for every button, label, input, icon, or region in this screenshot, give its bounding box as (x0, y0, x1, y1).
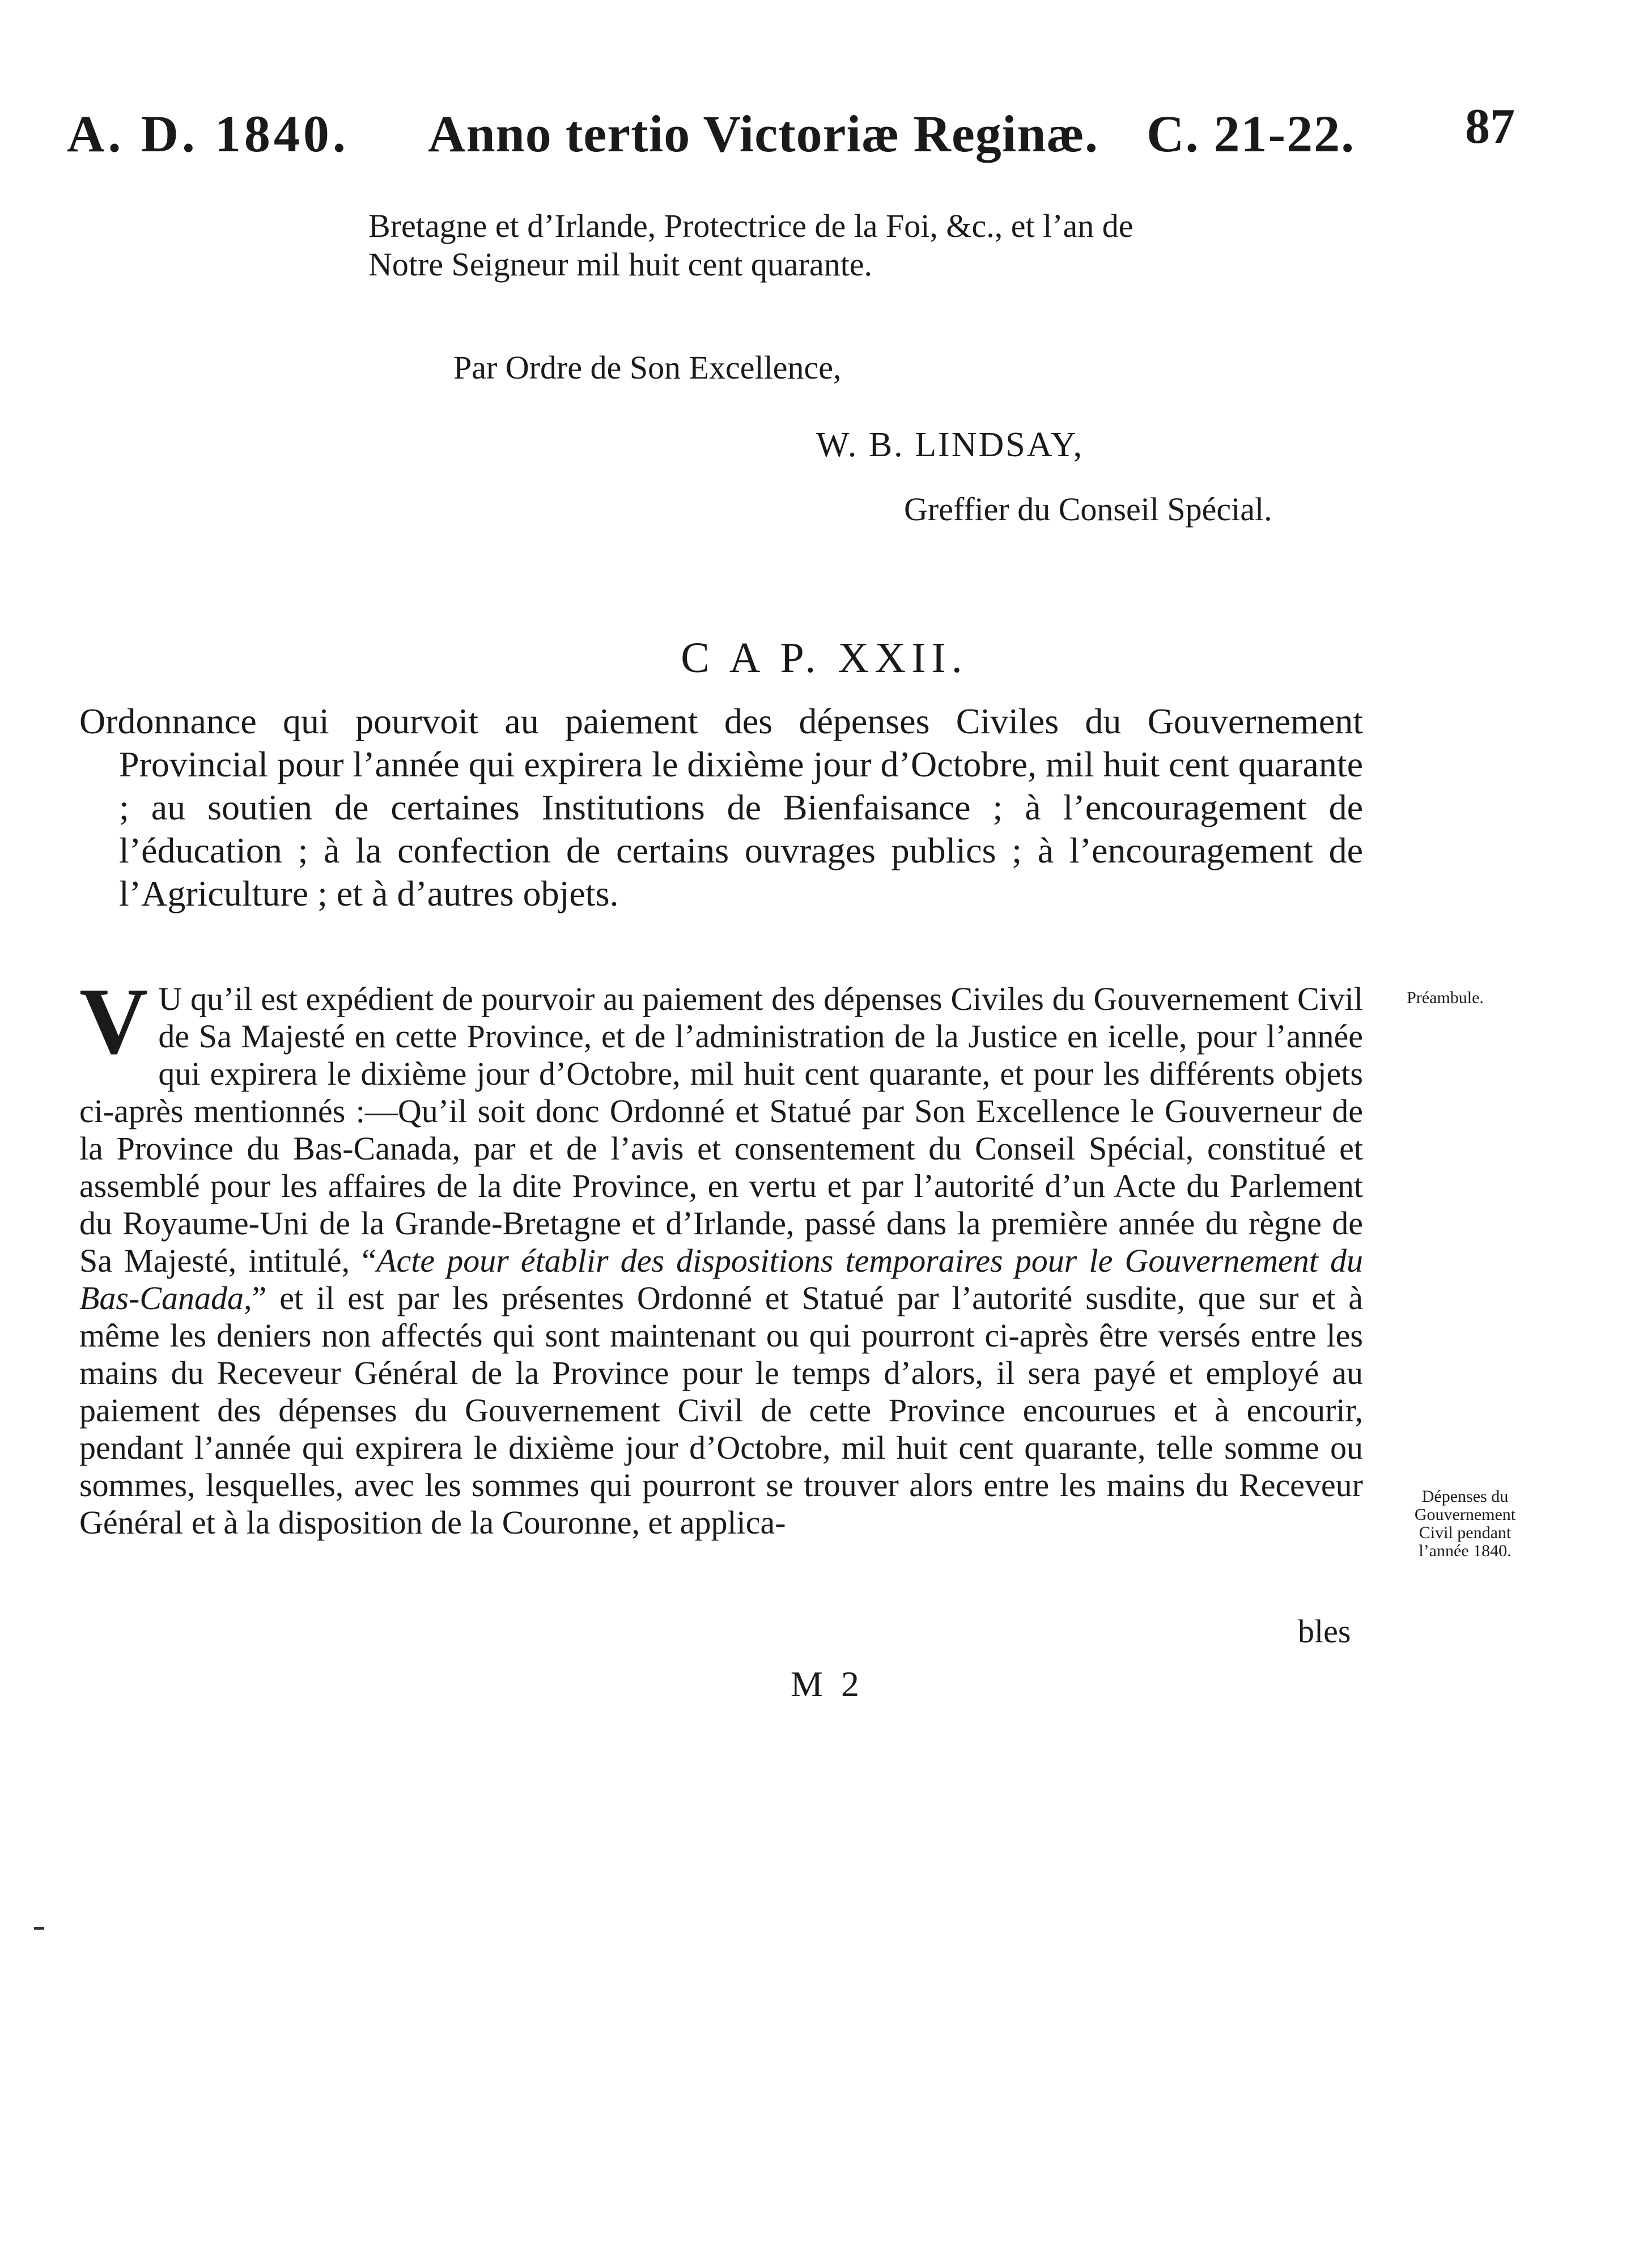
page-number: 87 (1465, 99, 1515, 154)
catchword: bles (1298, 1613, 1351, 1650)
print-speck (34, 1927, 44, 1930)
ordinance-title: Ordonnance qui pourvoit au paiement des dépenses Civiles du Gouvernement Provincial pour l’année qui expirera le dixième jour d’Octobre, mil huit cent quarante ; au soutien de certaines Institutions de Bienfaisance ; à l’encouragement de l’éducation ; à la confection de certains ouvrages publics ; à l’encouragement de l’Agriculture ; et à d’autres objets. (79, 701, 1363, 914)
margin-note-line: l’année 1840. (1419, 1541, 1512, 1560)
signer-name: W. B. LINDSAY, (816, 426, 1084, 464)
body-text-part: ” et il est par les présentes Ordonné et Statué par l’autorité susdite, que sur et à même les deniers non affectés qui sont maintenant ou qui pourront ci-après être versés entre les mains du Receveur Général de la Province pour le temps d’alors, il sera payé et employé au paiement des dépenses du Gouvernement Civil de cette Province encourues et à encourir, pendant l’année qui expirera le dixième jour d’Octobre, mil huit cent quarante, telle somme ou sommes, lesquelles, avec les sommes qui pourront se trouver alors entre les mains du Receveur Général et à la disposition de la Couronne, et applica- (79, 1280, 1363, 1541)
continuation-line: Bretagne et d’Irlande, Protectrice de la Foi, &c., et l’an de (368, 207, 1133, 244)
margin-note-expenses (1389, 1488, 1542, 1560)
continuation-text (368, 207, 1366, 284)
margin-note-preamble: Préambule. (1407, 988, 1484, 1007)
header-chapter-ref: C. 21-22. (1147, 105, 1356, 163)
header-year: A. D. 1840. (67, 105, 349, 163)
act-title-italic: Acte pour établir des dispositions temporaires pour le Gouvernement du Bas-Canada, (79, 1242, 1363, 1316)
margin-note-line: Gouvernement (1414, 1505, 1516, 1524)
body-paragraph (79, 969, 1363, 1541)
header-title: Anno tertio Victoriæ Reginæ. (428, 105, 1098, 163)
signature-mark: M 2 (791, 1664, 864, 1704)
continuation-line: Notre Seigneur mil huit cent quarante. (368, 246, 873, 283)
chapter-heading: C A P. XXII. (681, 634, 968, 682)
body-text-part: U qu’il est expédient de pourvoir au paiement des dépenses Civiles du Gouvernement Civil de Sa Majesté en cette Province, et de l’administration de la Justice en icelle, pour l’année qui expirera le dixième jour d’Octobre, mil huit cent quarante, et pour les différents objets ci-après mentionnés :—Qu’il soit donc Ordonné et Statué par Son Excellence le Gouverneur de la Province du Bas-Canada, par et de l’avis et consentement du Conseil Spécial, constitué et assemblé pour les affaires de la dite Province, en vertu et par l’autorité d’un Acte du Parlement du Royaume-Uni de la Grande-Bretagne et d’Irlande, passé dans la première année du règne de Sa Majesté, intitulé, “ (79, 980, 1363, 1279)
drop-cap: V (79, 969, 148, 1074)
by-order-line: Par Ordre de Son Excellence, (453, 349, 842, 386)
margin-note-line: Dépenses du (1421, 1487, 1509, 1506)
signer-role: Greffier du Conseil Spécial. (904, 491, 1272, 528)
margin-note-line: Civil pendant (1419, 1523, 1512, 1542)
